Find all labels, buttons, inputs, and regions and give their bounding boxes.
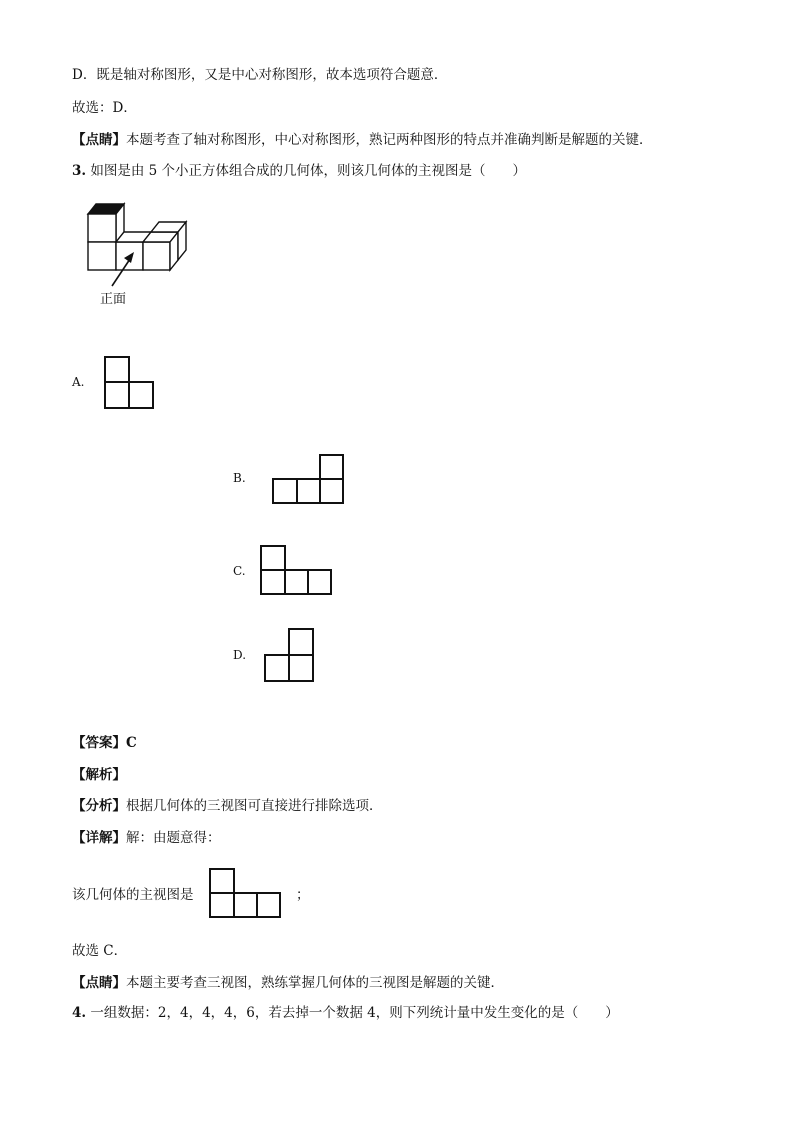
option-a-figure	[104, 356, 156, 410]
answer-tag: 【答案】	[72, 735, 126, 751]
detail-text: 解：由题意得：	[126, 830, 221, 846]
answer-value: C	[126, 735, 137, 751]
option-c-label: C.	[233, 564, 246, 578]
comment-tag-2: 【点睛】	[72, 975, 126, 991]
choose-d: 故选：D．	[72, 100, 137, 116]
comment-line-1	[72, 131, 653, 149]
semicolon: ；	[296, 887, 310, 903]
analysis-text: 根据几何体的三视图可直接进行排除选项．	[126, 798, 383, 814]
question-4	[72, 1004, 619, 1022]
question-4-number: 4.	[72, 1005, 87, 1021]
option-d-label: D.	[233, 648, 247, 662]
question-4-text: 一组数据：2，4，4，4，6，若去掉一个数据 4，则下列统计量中发生变化的是（ ）	[90, 1005, 619, 1021]
detail-tag: 【详解】	[72, 830, 126, 846]
analysis-sub-tag: 【分析】	[72, 798, 126, 814]
choose-c: 故选 C．	[72, 943, 128, 959]
detail-line	[72, 829, 221, 847]
front-label: 正面	[100, 292, 127, 307]
comment-text-2: 本题主要考查三视图，熟练掌握几何体的三视图是解题的关键．	[126, 975, 504, 991]
option-b-figure	[272, 454, 346, 506]
option-c-figure	[260, 545, 334, 597]
comment-text: 本题考查了轴对称图形，中心对称图形，熟记两种图形的特点并准确判断是解题的关键．	[126, 132, 653, 148]
main-view-figure	[209, 868, 283, 920]
comment-line-2	[72, 974, 504, 992]
question-3-number: 3.	[72, 163, 87, 179]
analysis-line	[72, 797, 383, 815]
question-3-text: 如图是由 5 个小正方体组合成的几何体，则该几何体的主视图是（ ）	[90, 163, 527, 179]
option-d-figure	[264, 628, 316, 684]
option-b-label: B.	[233, 471, 246, 485]
question-3	[72, 162, 526, 180]
comment-tag: 【点睛】	[72, 132, 126, 148]
option-d-explanation: D．既是轴对称图形，又是中心对称图形，故本选项符合题意．	[72, 67, 448, 83]
analysis-tag: 【解析】	[72, 767, 126, 783]
main-view-line: 该几何体的主视图是	[72, 887, 194, 903]
option-a-label: A.	[72, 375, 85, 389]
answer-line	[72, 734, 137, 752]
